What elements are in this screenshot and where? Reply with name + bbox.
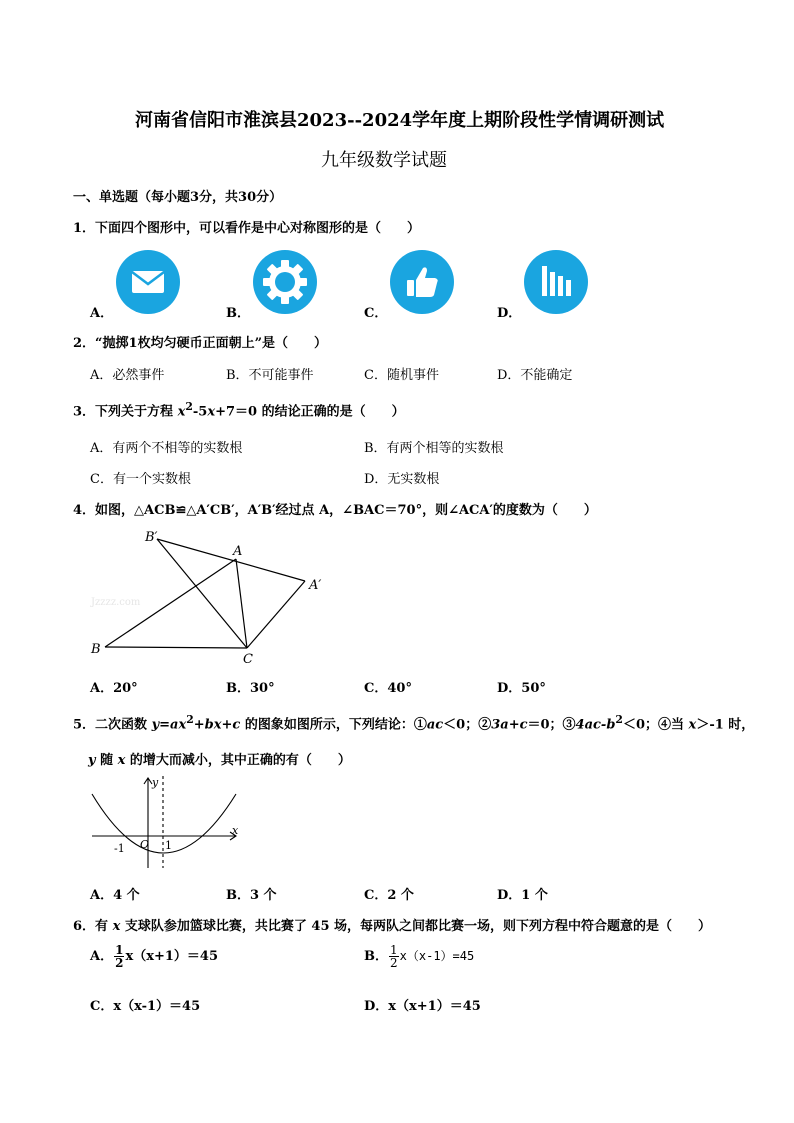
label-a: A — [233, 544, 243, 559]
fraction-numerator: 1 — [115, 943, 124, 957]
q5-gt: ＞-1 时， — [696, 717, 755, 733]
option-d[interactable]: D． — [497, 306, 522, 321]
q5-abc: 3a+c — [491, 717, 528, 733]
fraction-denominator: 2 — [390, 956, 398, 970]
q5-formula2: +bx+c — [193, 717, 241, 733]
q6-prefix: 6．有 — [73, 919, 113, 934]
option-a[interactable]: A． — [90, 306, 114, 321]
option-a[interactable]: A．4 个 — [90, 888, 140, 903]
fraction-numerator: 1 — [390, 943, 398, 957]
option-b[interactable]: B．3 个 — [226, 888, 277, 903]
q6-suffix: 支球队参加篮球比赛，共比赛了 45 场，每两队之间都比赛一场，则下列方程中符合题意的是（ ） — [120, 919, 712, 934]
q5-line2-b: 的增大而减小，其中正确的有（ ） — [125, 753, 351, 768]
envelope-icon — [116, 250, 180, 314]
option-c[interactable]: C．x（x-1）＝45 — [90, 999, 201, 1014]
fraction-half — [389, 944, 399, 969]
label-b: B — [91, 642, 101, 657]
q5-exponent-b: 2 — [615, 713, 623, 726]
question-2-stem: 2．“抛掷1枚均匀硬币正面朝上”是（ ） — [73, 336, 328, 351]
tick-label-1: 1 — [165, 839, 172, 852]
q5-prefix: 5．二次函数 — [73, 717, 152, 733]
option-a-expr: x（x+1）＝45 — [125, 949, 218, 964]
q5-ac: ac — [426, 717, 444, 733]
q3-exponent: 2 — [185, 400, 193, 413]
option-b-label: B． — [364, 949, 388, 964]
q5-var-y: y — [88, 753, 96, 768]
thumbs-up-icon — [390, 250, 454, 314]
q3-mid: -5 — [192, 404, 208, 420]
q5-lt0a: ＜0；② — [443, 717, 492, 733]
q5-formula: y=ax — [151, 717, 187, 733]
option-b-expr: x（x-1）=45 — [399, 949, 475, 963]
bar-chart-icon — [524, 250, 588, 314]
q3-var-x2: x — [207, 404, 216, 420]
question-3-stem — [73, 400, 405, 419]
option-a[interactable]: A．20° — [90, 681, 138, 696]
question-5-stem-line1 — [73, 713, 754, 732]
q6-var-x: x — [112, 919, 121, 934]
label-c: C — [243, 652, 253, 665]
q3-suffix: +7＝0 的结论正确的是（ ） — [215, 404, 405, 420]
q5-line2-a: 随 — [95, 753, 118, 768]
option-a[interactable]: A．有两个不相等的实数根 — [90, 441, 243, 456]
fraction-half — [114, 944, 124, 969]
fraction-denominator: 2 — [115, 956, 124, 970]
option-d[interactable]: D．无实数根 — [364, 472, 440, 487]
option-a[interactable]: A．必然事件 — [90, 368, 165, 383]
q5-mid: 的图象如图所示，下列结论：① — [240, 717, 427, 733]
option-c[interactable]: C．40° — [364, 681, 412, 696]
label-a-prime: A′ — [309, 578, 322, 593]
option-b[interactable]: B．不可能事件 — [226, 368, 314, 383]
option-c[interactable]: C．有一个实数根 — [90, 472, 191, 487]
option-d[interactable]: D．不能确定 — [497, 368, 573, 383]
axis-label-y: y — [152, 776, 159, 789]
option-a-label: A． — [90, 949, 114, 964]
option-d[interactable]: D．50° — [497, 681, 546, 696]
page-subtitle: 九年级数学试题 — [321, 150, 447, 171]
tick-label-minus1: -1 — [114, 842, 125, 855]
triangle-figure — [85, 525, 345, 665]
option-c[interactable]: C．随机事件 — [364, 368, 439, 383]
q5-lt0b: ＜0；④当 — [622, 717, 689, 733]
q5-var-x: x — [688, 717, 697, 733]
page-title: 河南省信阳市淮滨县2023--2024学年度上期阶段性学情调研测试 — [135, 110, 665, 131]
option-c[interactable]: C． — [364, 306, 388, 321]
q3-prefix: 3．下列关于方程 — [73, 404, 178, 420]
parabola-graph — [88, 772, 258, 872]
watermark: Jzzzz.com — [91, 597, 141, 608]
option-d[interactable]: D．1 个 — [497, 888, 548, 903]
section-heading: 一、单选题（每小题3分，共30分） — [73, 190, 283, 205]
option-b[interactable]: B． — [226, 306, 250, 321]
option-b[interactable]: B．有两个相等的实数根 — [364, 441, 504, 456]
origin-label: O — [140, 838, 150, 851]
question-1-stem: 1．下面四个图形中，可以看作是中心对称图形的是（ ） — [73, 221, 421, 236]
gear-icon — [253, 250, 317, 314]
option-a[interactable] — [90, 944, 218, 969]
question-4-stem: 4．如图，△ACB≌△A′CB′，A′B′经过点 A，∠BAC＝70°，则∠ACA′的度数为（ ） — [73, 503, 597, 518]
axis-label-x: x — [232, 824, 239, 837]
label-b-prime: B′ — [145, 530, 158, 545]
q5-b2: 4ac-b — [575, 717, 616, 733]
option-d[interactable]: D．x（x+1）＝45 — [364, 999, 481, 1014]
q5-var-x-line2: x — [117, 753, 126, 768]
option-b[interactable] — [364, 944, 474, 969]
option-b[interactable]: B．30° — [226, 681, 275, 696]
q5-exponent: 2 — [186, 713, 194, 726]
option-c[interactable]: C．2 个 — [364, 888, 414, 903]
q5-eq0: ＝0；③ — [527, 717, 576, 733]
q3-var-x: x — [177, 404, 186, 420]
question-6-stem — [73, 915, 711, 934]
question-5-stem-line2 — [88, 749, 351, 768]
